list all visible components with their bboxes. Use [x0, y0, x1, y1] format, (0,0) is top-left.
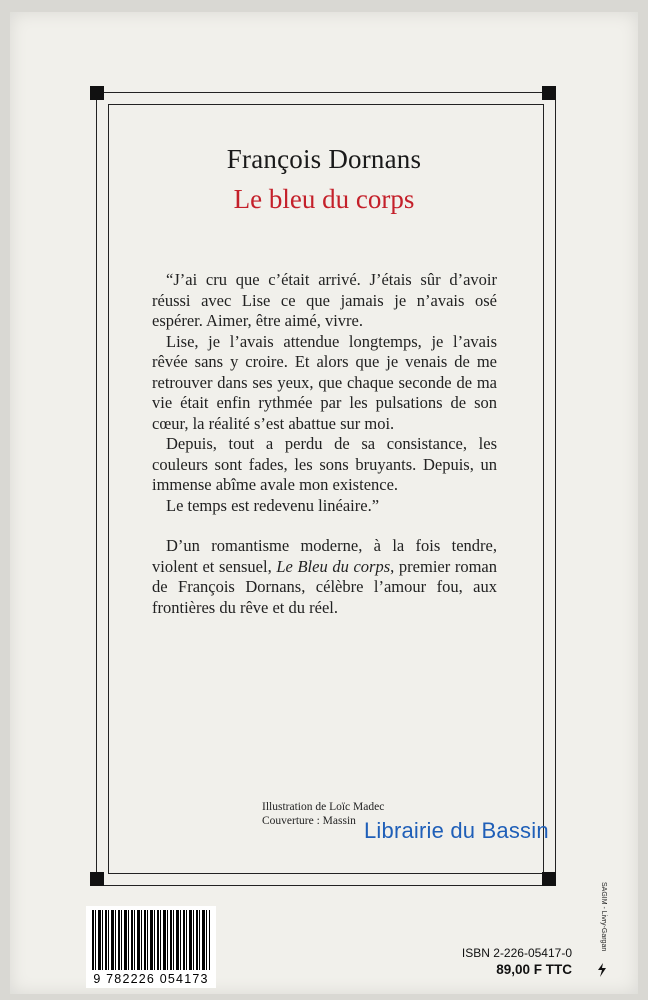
printer-logo-icon: [596, 962, 608, 978]
frame-corner-bottom-right: [542, 872, 556, 886]
frame-corner-top-left: [90, 86, 104, 100]
printer-text: SAGIM - Livry-Gargan: [600, 882, 607, 952]
book-title: Le bleu du corps: [233, 184, 415, 214]
seller-watermark: Librairie du Bassin: [364, 818, 549, 843]
blurb-text-start: D’un romantisme moderne, à la fois tendre, violent et sensuel,: [152, 536, 497, 576]
quote-paragraph-4: Le temps est redevenu linéaire.”: [166, 495, 380, 515]
printer-imprint: [596, 882, 610, 962]
barcode: [86, 906, 216, 988]
quote-paragraph-1: “J’ai cru que c’était arrivé. J’étais sûr d’avoir réussi avec Lise ce que jamais je n’avais osé espérer. Aimer, être aimé, vivre.: [152, 270, 497, 330]
barcode-bars: [92, 910, 210, 970]
quote-paragraph-3: Depuis, tout a perdu de sa consistance, les couleurs sont fades, les sons bruyants. Depuis, un immense abîme avale mon existence.: [152, 434, 497, 494]
quote-paragraph-2: Lise, je l’avais attendue longtemps, je l’avais rêvée sans y croire. Et alors que je venais de me retrouver dans ses yeux, que chaque seconde de ma vie était enfin rythmée par les pulsations de son cœur, la réalité s’est abattue sur moi.: [152, 331, 497, 433]
blurb-paragraph: [152, 536, 497, 618]
frame-corner-bottom-left: [90, 872, 104, 886]
isbn: ISBN 2-226-05417-0: [461, 946, 572, 960]
credit-illustration: Illustration de Loïc Madec: [262, 801, 385, 813]
frame-corner-top-right: [542, 86, 556, 100]
credit-cover: Couverture : Massin: [262, 815, 356, 827]
blurb-title-italic: Le Bleu du corps: [276, 556, 391, 576]
price: 89,00 F TTC: [496, 962, 572, 977]
barcode-number: 9 782226 054173: [93, 972, 209, 986]
back-cover-text: [152, 270, 497, 618]
blurb-text-end: , premier roman de François Dornans, célèbre l’amour fou, aux frontières du rêve et du réel.: [152, 556, 498, 617]
author-name: François Dornans: [226, 144, 422, 174]
